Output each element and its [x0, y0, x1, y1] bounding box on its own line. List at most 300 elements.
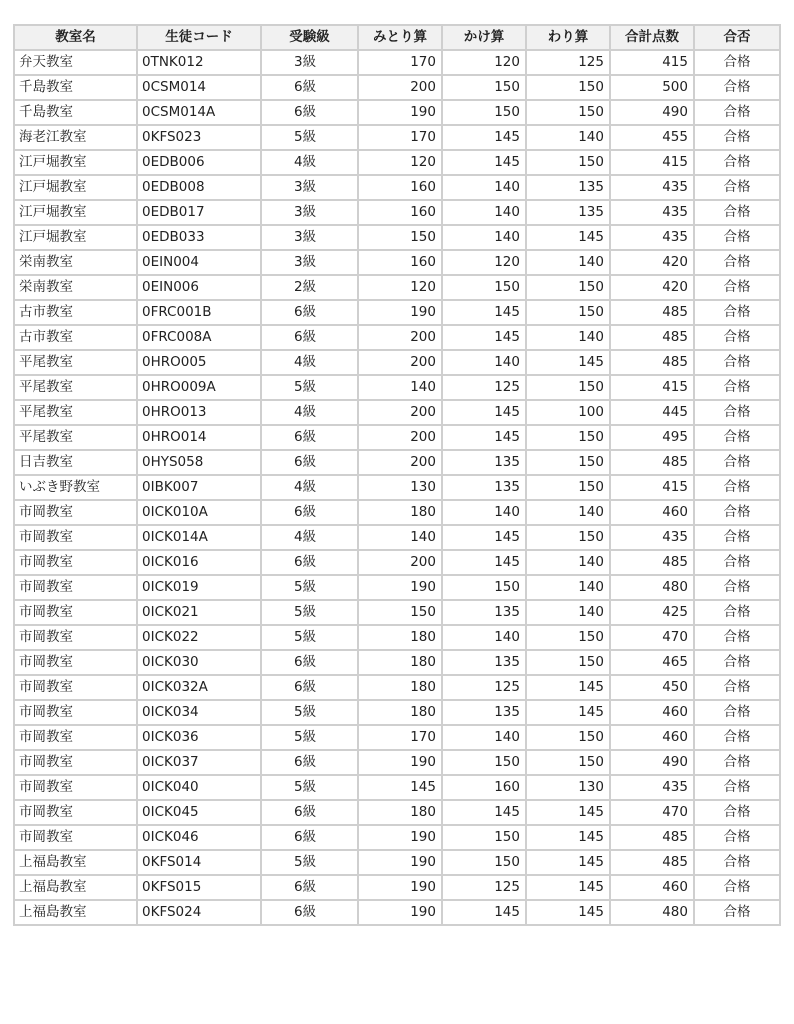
total-score-cell: 445: [610, 400, 694, 425]
division-score-cell: 150: [526, 625, 610, 650]
table-row: [14, 200, 780, 225]
division-score-cell: 150: [526, 525, 610, 550]
division-score-cell: 140: [526, 550, 610, 575]
student-code-cell: 0TNK012: [137, 50, 261, 75]
division-score-cell: 145: [526, 350, 610, 375]
classroom-cell: 市岡教室: [14, 550, 137, 575]
header-total: 合計点数: [610, 25, 694, 50]
mitori-score-cell: 180: [358, 800, 442, 825]
exam-grade-cell: 3級: [261, 250, 358, 275]
exam-grade-cell: 5級: [261, 575, 358, 600]
division-score-cell: 135: [526, 200, 610, 225]
division-score-cell: 145: [526, 850, 610, 875]
division-score-cell: 100: [526, 400, 610, 425]
total-score-cell: 460: [610, 500, 694, 525]
student-code-cell: 0EDB033: [137, 225, 261, 250]
multiplication-score-cell: 145: [442, 325, 526, 350]
classroom-cell: 上福島教室: [14, 850, 137, 875]
exam-grade-cell: 5級: [261, 375, 358, 400]
multiplication-score-cell: 140: [442, 500, 526, 525]
total-score-cell: 460: [610, 700, 694, 725]
total-score-cell: 435: [610, 775, 694, 800]
exam-grade-cell: 6級: [261, 650, 358, 675]
student-code-cell: 0EIN006: [137, 275, 261, 300]
pass-fail-cell: 合格: [694, 425, 780, 450]
header-row: [14, 25, 780, 50]
division-score-cell: 125: [526, 50, 610, 75]
multiplication-score-cell: 145: [442, 150, 526, 175]
classroom-cell: 市岡教室: [14, 675, 137, 700]
mitori-score-cell: 150: [358, 225, 442, 250]
total-score-cell: 460: [610, 875, 694, 900]
total-score-cell: 500: [610, 75, 694, 100]
multiplication-score-cell: 145: [442, 525, 526, 550]
division-score-cell: 140: [526, 500, 610, 525]
mitori-score-cell: 190: [358, 825, 442, 850]
table-row: [14, 525, 780, 550]
header-pass-fail: 合否: [694, 25, 780, 50]
division-score-cell: 140: [526, 125, 610, 150]
mitori-score-cell: 145: [358, 775, 442, 800]
total-score-cell: 420: [610, 250, 694, 275]
multiplication-score-cell: 150: [442, 750, 526, 775]
exam-grade-cell: 6級: [261, 900, 358, 925]
classroom-cell: 弁天教室: [14, 50, 137, 75]
student-code-cell: 0ICK037: [137, 750, 261, 775]
total-score-cell: 480: [610, 575, 694, 600]
classroom-cell: 市岡教室: [14, 625, 137, 650]
table-row: [14, 600, 780, 625]
mitori-score-cell: 130: [358, 475, 442, 500]
student-code-cell: 0HRO013: [137, 400, 261, 425]
mitori-score-cell: 200: [358, 550, 442, 575]
exam-grade-cell: 3級: [261, 175, 358, 200]
mitori-score-cell: 180: [358, 650, 442, 675]
exam-grade-cell: 5級: [261, 625, 358, 650]
division-score-cell: 145: [526, 675, 610, 700]
classroom-cell: 平尾教室: [14, 350, 137, 375]
classroom-cell: 市岡教室: [14, 575, 137, 600]
exam-grade-cell: 6級: [261, 875, 358, 900]
student-code-cell: 0HRO005: [137, 350, 261, 375]
total-score-cell: 485: [610, 325, 694, 350]
total-score-cell: 485: [610, 850, 694, 875]
pass-fail-cell: 合格: [694, 250, 780, 275]
mitori-score-cell: 190: [358, 575, 442, 600]
table-row: [14, 300, 780, 325]
pass-fail-cell: 合格: [694, 375, 780, 400]
mitori-score-cell: 190: [358, 300, 442, 325]
pass-fail-cell: 合格: [694, 150, 780, 175]
multiplication-score-cell: 140: [442, 175, 526, 200]
classroom-cell: 栄南教室: [14, 250, 137, 275]
mitori-score-cell: 170: [358, 50, 442, 75]
table-row: [14, 875, 780, 900]
exam-grade-cell: 5級: [261, 850, 358, 875]
student-code-cell: 0ICK046: [137, 825, 261, 850]
classroom-cell: 栄南教室: [14, 275, 137, 300]
pass-fail-cell: 合格: [694, 800, 780, 825]
exam-grade-cell: 4級: [261, 150, 358, 175]
classroom-cell: 市岡教室: [14, 825, 137, 850]
mitori-score-cell: 170: [358, 125, 442, 150]
classroom-cell: いぶき野教室: [14, 475, 137, 500]
exam-grade-cell: 6級: [261, 425, 358, 450]
pass-fail-cell: 合格: [694, 300, 780, 325]
multiplication-score-cell: 125: [442, 875, 526, 900]
division-score-cell: 150: [526, 750, 610, 775]
classroom-cell: 平尾教室: [14, 400, 137, 425]
exam-grade-cell: 5級: [261, 700, 358, 725]
table-row: [14, 225, 780, 250]
multiplication-score-cell: 120: [442, 50, 526, 75]
exam-grade-cell: 6級: [261, 300, 358, 325]
exam-grade-cell: 6級: [261, 450, 358, 475]
pass-fail-cell: 合格: [694, 400, 780, 425]
multiplication-score-cell: 150: [442, 825, 526, 850]
table-row: [14, 325, 780, 350]
pass-fail-cell: 合格: [694, 650, 780, 675]
student-code-cell: 0ICK021: [137, 600, 261, 625]
total-score-cell: 480: [610, 900, 694, 925]
classroom-cell: 千島教室: [14, 100, 137, 125]
total-score-cell: 470: [610, 800, 694, 825]
classroom-cell: 日吉教室: [14, 450, 137, 475]
exam-grade-cell: 5級: [261, 125, 358, 150]
division-score-cell: 150: [526, 650, 610, 675]
header-multiplication: かけ算: [442, 25, 526, 50]
pass-fail-cell: 合格: [694, 450, 780, 475]
classroom-cell: 平尾教室: [14, 375, 137, 400]
student-code-cell: 0ICK040: [137, 775, 261, 800]
table-row: [14, 50, 780, 75]
mitori-score-cell: 160: [358, 200, 442, 225]
multiplication-score-cell: 160: [442, 775, 526, 800]
student-code-cell: 0ICK030: [137, 650, 261, 675]
total-score-cell: 485: [610, 825, 694, 850]
total-score-cell: 485: [610, 450, 694, 475]
mitori-score-cell: 160: [358, 175, 442, 200]
mitori-score-cell: 190: [358, 875, 442, 900]
division-score-cell: 130: [526, 775, 610, 800]
pass-fail-cell: 合格: [694, 825, 780, 850]
multiplication-score-cell: 125: [442, 375, 526, 400]
division-score-cell: 140: [526, 250, 610, 275]
student-code-cell: 0EIN004: [137, 250, 261, 275]
exam-grade-cell: 3級: [261, 200, 358, 225]
multiplication-score-cell: 150: [442, 75, 526, 100]
total-score-cell: 450: [610, 675, 694, 700]
table-row: [14, 500, 780, 525]
multiplication-score-cell: 140: [442, 350, 526, 375]
mitori-score-cell: 200: [358, 425, 442, 450]
student-code-cell: 0ICK034: [137, 700, 261, 725]
exam-grade-cell: 4級: [261, 475, 358, 500]
exam-grade-cell: 3級: [261, 225, 358, 250]
classroom-cell: 市岡教室: [14, 750, 137, 775]
table-row: [14, 650, 780, 675]
table-row: [14, 450, 780, 475]
multiplication-score-cell: 135: [442, 600, 526, 625]
total-score-cell: 435: [610, 200, 694, 225]
total-score-cell: 455: [610, 125, 694, 150]
total-score-cell: 425: [610, 600, 694, 625]
table-row: [14, 100, 780, 125]
classroom-cell: 江戸堀教室: [14, 225, 137, 250]
pass-fail-cell: 合格: [694, 275, 780, 300]
mitori-score-cell: 150: [358, 600, 442, 625]
exam-grade-cell: 3級: [261, 50, 358, 75]
classroom-cell: 千島教室: [14, 75, 137, 100]
student-code-cell: 0ICK016: [137, 550, 261, 575]
table-row: [14, 725, 780, 750]
table-row: [14, 575, 780, 600]
table-row: [14, 850, 780, 875]
table-row: [14, 400, 780, 425]
total-score-cell: 495: [610, 425, 694, 450]
division-score-cell: 150: [526, 300, 610, 325]
table-row: [14, 800, 780, 825]
total-score-cell: 435: [610, 225, 694, 250]
mitori-score-cell: 180: [358, 700, 442, 725]
classroom-cell: 江戸堀教室: [14, 175, 137, 200]
mitori-score-cell: 120: [358, 275, 442, 300]
exam-grade-cell: 4級: [261, 400, 358, 425]
table-body: [14, 50, 780, 925]
mitori-score-cell: 190: [358, 100, 442, 125]
mitori-score-cell: 200: [358, 75, 442, 100]
exam-grade-cell: 5級: [261, 725, 358, 750]
classroom-cell: 市岡教室: [14, 600, 137, 625]
mitori-score-cell: 180: [358, 500, 442, 525]
total-score-cell: 415: [610, 50, 694, 75]
multiplication-score-cell: 120: [442, 250, 526, 275]
table-row: [14, 775, 780, 800]
division-score-cell: 150: [526, 100, 610, 125]
total-score-cell: 470: [610, 625, 694, 650]
exam-grade-cell: 6級: [261, 550, 358, 575]
pass-fail-cell: 合格: [694, 200, 780, 225]
classroom-cell: 上福島教室: [14, 875, 137, 900]
classroom-cell: 江戸堀教室: [14, 200, 137, 225]
pass-fail-cell: 合格: [694, 175, 780, 200]
multiplication-score-cell: 135: [442, 650, 526, 675]
pass-fail-cell: 合格: [694, 100, 780, 125]
table-row: [14, 250, 780, 275]
multiplication-score-cell: 145: [442, 800, 526, 825]
pass-fail-cell: 合格: [694, 750, 780, 775]
mitori-score-cell: 200: [358, 325, 442, 350]
multiplication-score-cell: 150: [442, 275, 526, 300]
student-code-cell: 0ICK014A: [137, 525, 261, 550]
student-code-cell: 0ICK045: [137, 800, 261, 825]
header-exam-grade: 受験級: [261, 25, 358, 50]
total-score-cell: 415: [610, 475, 694, 500]
table-row: [14, 425, 780, 450]
multiplication-score-cell: 150: [442, 575, 526, 600]
multiplication-score-cell: 140: [442, 625, 526, 650]
classroom-cell: 平尾教室: [14, 425, 137, 450]
mitori-score-cell: 190: [358, 750, 442, 775]
total-score-cell: 490: [610, 100, 694, 125]
pass-fail-cell: 合格: [694, 50, 780, 75]
table-row: [14, 125, 780, 150]
multiplication-score-cell: 140: [442, 200, 526, 225]
division-score-cell: 145: [526, 875, 610, 900]
pass-fail-cell: 合格: [694, 225, 780, 250]
multiplication-score-cell: 150: [442, 100, 526, 125]
results-table: [13, 24, 781, 926]
total-score-cell: 485: [610, 300, 694, 325]
pass-fail-cell: 合格: [694, 850, 780, 875]
mitori-score-cell: 200: [358, 400, 442, 425]
multiplication-score-cell: 135: [442, 700, 526, 725]
table-row: [14, 375, 780, 400]
pass-fail-cell: 合格: [694, 125, 780, 150]
multiplication-score-cell: 140: [442, 225, 526, 250]
table-header: [14, 25, 780, 50]
division-score-cell: 150: [526, 475, 610, 500]
student-code-cell: 0ICK022: [137, 625, 261, 650]
total-score-cell: 435: [610, 525, 694, 550]
division-score-cell: 150: [526, 425, 610, 450]
pass-fail-cell: 合格: [694, 325, 780, 350]
table-row: [14, 700, 780, 725]
pass-fail-cell: 合格: [694, 550, 780, 575]
student-code-cell: 0FRC001B: [137, 300, 261, 325]
division-score-cell: 145: [526, 825, 610, 850]
division-score-cell: 145: [526, 225, 610, 250]
exam-grade-cell: 5級: [261, 600, 358, 625]
division-score-cell: 140: [526, 325, 610, 350]
multiplication-score-cell: 135: [442, 475, 526, 500]
mitori-score-cell: 200: [358, 350, 442, 375]
classroom-cell: 古市教室: [14, 300, 137, 325]
division-score-cell: 145: [526, 700, 610, 725]
total-score-cell: 485: [610, 550, 694, 575]
header-mitori: みとり算: [358, 25, 442, 50]
classroom-cell: 江戸堀教室: [14, 150, 137, 175]
multiplication-score-cell: 145: [442, 125, 526, 150]
pass-fail-cell: 合格: [694, 900, 780, 925]
exam-grade-cell: 6級: [261, 800, 358, 825]
multiplication-score-cell: 145: [442, 550, 526, 575]
student-code-cell: 0KFS014: [137, 850, 261, 875]
multiplication-score-cell: 150: [442, 850, 526, 875]
total-score-cell: 465: [610, 650, 694, 675]
mitori-score-cell: 200: [358, 450, 442, 475]
header-classroom: 教室名: [14, 25, 137, 50]
pass-fail-cell: 合格: [694, 500, 780, 525]
division-score-cell: 140: [526, 600, 610, 625]
table-row: [14, 750, 780, 775]
exam-grade-cell: 6級: [261, 500, 358, 525]
exam-grade-cell: 6級: [261, 100, 358, 125]
student-code-cell: 0IBK007: [137, 475, 261, 500]
student-code-cell: 0ICK010A: [137, 500, 261, 525]
student-code-cell: 0EDB017: [137, 200, 261, 225]
pass-fail-cell: 合格: [694, 75, 780, 100]
pass-fail-cell: 合格: [694, 625, 780, 650]
student-code-cell: 0ICK019: [137, 575, 261, 600]
multiplication-score-cell: 145: [442, 425, 526, 450]
header-division: わり算: [526, 25, 610, 50]
pass-fail-cell: 合格: [694, 675, 780, 700]
classroom-cell: 海老江教室: [14, 125, 137, 150]
student-code-cell: 0HYS058: [137, 450, 261, 475]
student-code-cell: 0HRO009A: [137, 375, 261, 400]
multiplication-score-cell: 125: [442, 675, 526, 700]
classroom-cell: 上福島教室: [14, 900, 137, 925]
division-score-cell: 150: [526, 275, 610, 300]
table-row: [14, 550, 780, 575]
multiplication-score-cell: 140: [442, 725, 526, 750]
pass-fail-cell: 合格: [694, 350, 780, 375]
total-score-cell: 435: [610, 175, 694, 200]
table-row: [14, 900, 780, 925]
classroom-cell: 古市教室: [14, 325, 137, 350]
mitori-score-cell: 190: [358, 900, 442, 925]
table-row: [14, 275, 780, 300]
pass-fail-cell: 合格: [694, 875, 780, 900]
student-code-cell: 0EDB008: [137, 175, 261, 200]
table-row: [14, 175, 780, 200]
division-score-cell: 150: [526, 375, 610, 400]
exam-grade-cell: 4級: [261, 350, 358, 375]
classroom-cell: 市岡教室: [14, 775, 137, 800]
pass-fail-cell: 合格: [694, 575, 780, 600]
table-row: [14, 350, 780, 375]
student-code-cell: 0ICK036: [137, 725, 261, 750]
classroom-cell: 市岡教室: [14, 525, 137, 550]
classroom-cell: 市岡教室: [14, 800, 137, 825]
total-score-cell: 490: [610, 750, 694, 775]
mitori-score-cell: 170: [358, 725, 442, 750]
table-row: [14, 475, 780, 500]
division-score-cell: 145: [526, 800, 610, 825]
classroom-cell: 市岡教室: [14, 725, 137, 750]
pass-fail-cell: 合格: [694, 525, 780, 550]
total-score-cell: 420: [610, 275, 694, 300]
mitori-score-cell: 190: [358, 850, 442, 875]
multiplication-score-cell: 145: [442, 400, 526, 425]
student-code-cell: 0ICK032A: [137, 675, 261, 700]
student-code-cell: 0HRO014: [137, 425, 261, 450]
student-code-cell: 0FRC008A: [137, 325, 261, 350]
student-code-cell: 0CSM014A: [137, 100, 261, 125]
classroom-cell: 市岡教室: [14, 650, 137, 675]
pass-fail-cell: 合格: [694, 475, 780, 500]
mitori-score-cell: 160: [358, 250, 442, 275]
total-score-cell: 485: [610, 350, 694, 375]
multiplication-score-cell: 145: [442, 300, 526, 325]
exam-grade-cell: 6級: [261, 825, 358, 850]
division-score-cell: 150: [526, 75, 610, 100]
total-score-cell: 415: [610, 375, 694, 400]
mitori-score-cell: 120: [358, 150, 442, 175]
division-score-cell: 150: [526, 450, 610, 475]
student-code-cell: 0KFS024: [137, 900, 261, 925]
student-code-cell: 0EDB006: [137, 150, 261, 175]
division-score-cell: 140: [526, 575, 610, 600]
mitori-score-cell: 180: [358, 675, 442, 700]
mitori-score-cell: 180: [358, 625, 442, 650]
exam-grade-cell: 5級: [261, 775, 358, 800]
student-code-cell: 0CSM014: [137, 75, 261, 100]
header-student-code: 生徒コード: [137, 25, 261, 50]
table-row: [14, 675, 780, 700]
exam-grade-cell: 6級: [261, 750, 358, 775]
